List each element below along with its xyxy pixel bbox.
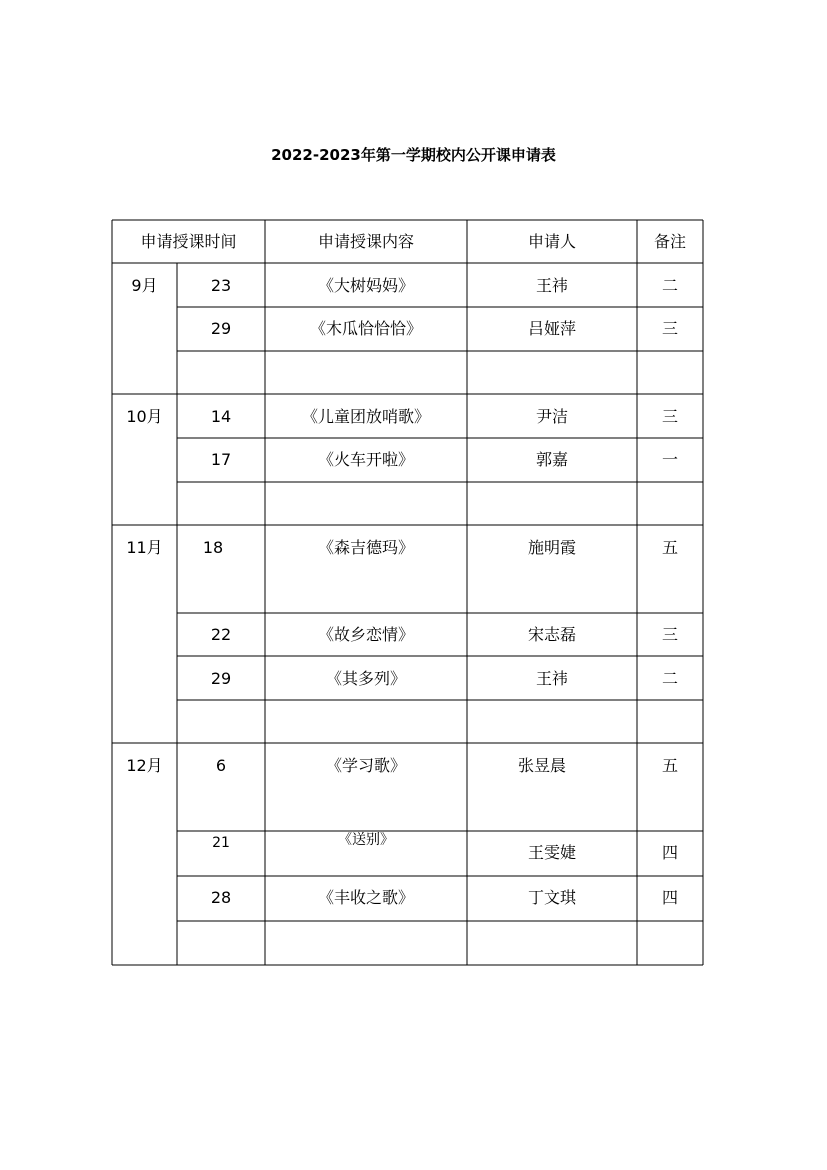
applicant-cell: 丁文琪 [527, 888, 576, 907]
applicant-cell: 王祎 [535, 276, 568, 295]
remark-cell: 五 [661, 756, 678, 775]
remark-cell: 三 [661, 407, 678, 426]
remark-cell: 一 [661, 450, 678, 469]
header-applicant: 申请人 [527, 232, 576, 251]
remark-cell: 三 [661, 319, 678, 338]
applicant-cell: 尹洁 [535, 407, 568, 426]
day-cell: 28 [210, 888, 232, 907]
applicant-cell: 宋志磊 [527, 625, 576, 644]
day-cell: 17 [210, 450, 232, 469]
day-cell: 6 [215, 756, 227, 775]
remark-cell: 二 [661, 669, 678, 688]
applicant-cell: 施明霞 [527, 538, 576, 557]
day-cell: 21 [212, 835, 230, 851]
content-cell: 《木瓜恰恰恰》 [309, 319, 422, 338]
content-cell: 《森吉德玛》 [317, 538, 414, 557]
content-cell: 《其多列》 [325, 669, 406, 688]
remark-cell: 四 [661, 843, 678, 862]
header-remark: 备注 [653, 232, 686, 251]
month-label: 11月 [126, 538, 163, 557]
applicant-cell: 郭嘉 [535, 450, 568, 469]
month-label: 9月 [131, 276, 158, 295]
applicant-cell: 张昱晨 [517, 756, 566, 775]
header-content: 申请授课内容 [317, 232, 414, 251]
applicant-cell: 吕娅萍 [527, 319, 576, 338]
day-cell: 22 [210, 625, 232, 644]
header-time: 申请授课时间 [140, 232, 237, 251]
remark-cell: 二 [661, 276, 678, 295]
day-cell: 14 [210, 407, 232, 426]
day-cell: 18 [202, 538, 224, 557]
content-cell: 《送别》 [338, 832, 394, 848]
content-cell: 《大树妈妈》 [317, 276, 414, 295]
content-cell: 《儿童团放哨歌》 [301, 407, 430, 426]
day-cell: 29 [210, 669, 232, 688]
day-cell: 23 [210, 276, 232, 295]
applicant-cell: 王祎 [535, 669, 568, 688]
content-cell: 《火车开啦》 [317, 450, 414, 469]
remark-cell: 五 [661, 538, 678, 557]
content-cell: 《故乡恋情》 [317, 625, 414, 644]
remark-cell: 四 [661, 888, 678, 907]
day-cell: 29 [210, 319, 232, 338]
remark-cell: 三 [661, 625, 678, 644]
content-cell: 《学习歌》 [325, 756, 406, 775]
applicant-cell: 王雯婕 [527, 843, 576, 862]
page-title: 2022-2023年第一学期校内公开课申请表 [271, 146, 556, 164]
content-cell: 《丰收之歌》 [317, 888, 414, 907]
month-label: 12月 [126, 756, 163, 775]
month-label: 10月 [126, 407, 163, 426]
